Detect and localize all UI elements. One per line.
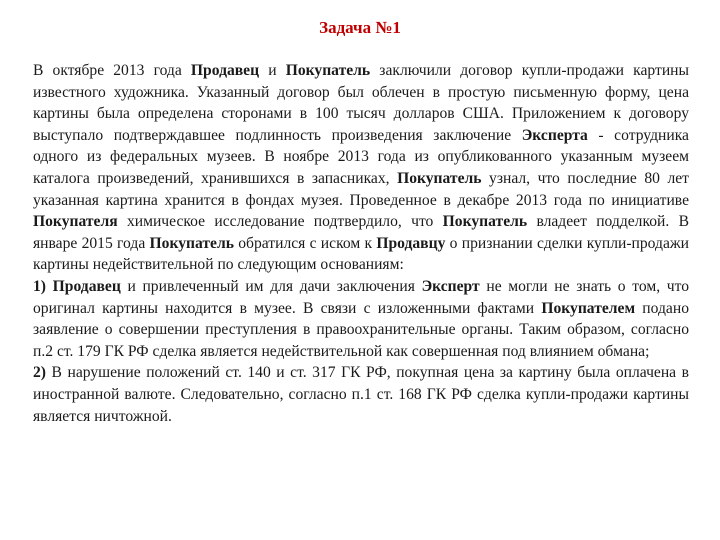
term-buyer: Покупатель (397, 169, 482, 187)
term-expert: Эксперт (421, 277, 480, 295)
paragraph-ground-2 (33, 362, 689, 427)
task-body (33, 60, 689, 427)
task-title: Задача №1 (319, 18, 401, 37)
text-segment: обратился с иском к (233, 234, 377, 252)
text-segment: узнал, что последние 80 лет указанная картина хранится в фондах музея. Проведенное в декабре 2013 года по инициативе (33, 169, 689, 209)
text-segment: подано заявление о совершении преступления в правоохранительные органы. Таким образом, согласно п.2 ст. 179 ГК РФ сделка является недействительной как совершенная под влиянием обмана; (33, 299, 690, 360)
term-seller: Продавец (190, 62, 260, 79)
text-segment: не могли не знать о том, что оригинал картины находится в музее. В связи с изложенными фактами (33, 277, 690, 317)
text-segment: и (259, 62, 286, 79)
text-segment (46, 278, 53, 295)
text-segment: химическое исследование подтвердило, что (117, 213, 443, 231)
term-buyer: Покупателя (33, 213, 118, 231)
text-segment: В октябре 2013 года (33, 62, 191, 79)
term-expert: Эксперта (521, 126, 588, 144)
term-seller: Продавцу (376, 234, 446, 252)
text-segment: заключили договор купли-продажи картины известного художника. Указанный договор был облечен в простую письменную форму, цена картины была определена сторонами в 100 тысяч долларов США. Приложением к договору выступало подтверждавшее подлинность произведения заключение (33, 62, 689, 144)
paragraph-ground-1 (33, 276, 689, 362)
text-segment: - сотрудника одного из федеральных музеев. В ноябре 2013 года из опубликованного указанным музеем каталога произведений, хранившихся в запасниках, (33, 126, 689, 187)
list-marker: 2) (33, 364, 46, 382)
term-buyer: Покупатель (149, 234, 234, 252)
term-buyer: Покупатель (285, 62, 371, 79)
term-buyer: Покупатель (442, 213, 528, 231)
text-segment: владеет подделкой. В январе 2015 года (33, 213, 690, 252)
text-segment: о признании сделки купли-продажи картины недействительной по следующим основаниям: (33, 234, 689, 274)
text-segment: и привлеченный им для дачи заключения (120, 277, 422, 295)
term-seller: Продавец (52, 277, 121, 295)
text-segment: В нарушение положений ст. 140 и ст. 317 ГК РФ, покупная цена за картину была оплачена в иностранной валюте. Следовательно, согласно п.1 ст. 168 ГК РФ сделка купли-продажи картины является ничтожной. (33, 364, 689, 425)
term-buyer: Покупателем (541, 299, 636, 317)
list-marker: 1) (33, 277, 46, 295)
paragraph-intro (33, 60, 689, 276)
